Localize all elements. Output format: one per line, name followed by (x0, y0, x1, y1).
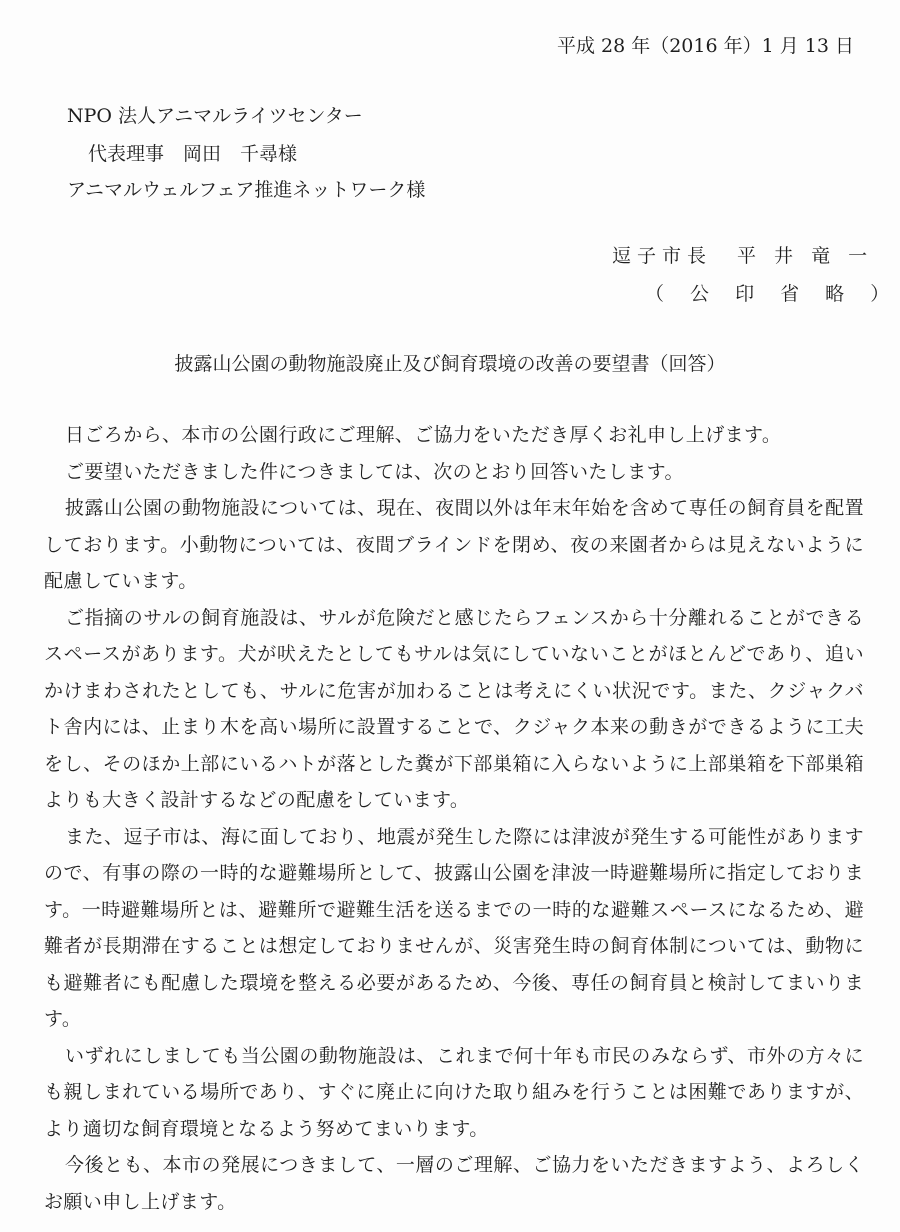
body-paragraph-intro: ご要望いただきました件につきましては、次のとおり回答いたします。 (65, 460, 684, 483)
letter-body (44, 417, 864, 1220)
sender-name: 逗子市長 平 井 竜 一 (612, 245, 874, 267)
body-paragraph-closing: 今後とも、本市の発展につきまして、一層のご理解、ご協力をいただきますよう、よろしくお願い申し上げます。 (44, 1154, 864, 1213)
letter-date: 平成 28 年（2016 年）1 月 13 日 (556, 35, 854, 57)
body-paragraph-conclusion: いずれにしましても当公園の動物施設は、これまで何十年も市民のみならず、市外の方々にも親しまれている場所であり、すぐに廃止に向けた取り組みを行うことは困難でありますが、より適切な飼育環境となるよう努めてまいります。 (44, 1044, 864, 1140)
recipient-representative: 代表理事 岡田 千尋様 (88, 143, 298, 165)
body-paragraph-greeting: 日ごろから、本市の公園行政にご理解、ご協力をいただき厚くお礼申し上げます。 (65, 424, 782, 446)
recipient-network: アニマルウェルフェア推進ネットワーク様 (67, 179, 426, 201)
body-paragraph-monkey-peacock: ご指摘のサルの飼育施設は、サルが危険だと感じたらフェンスから十分離れることができるスペースがあります。犬が吠えたとしてもサルは気にしていないことがほとんどであり、追いかけまわされたとしても、サルに危害が加わることは考えにくい状況です。また、クジャクバト舎内には、止まり木を高い場所に設置することで、クジャク本来の動きができるように工夫をし、そのほか上部にいるハトが落とした糞が下部巣箱に入らないように上部巣箱を下部巣箱よりも大きく設計するなどの配慮をしています。 (44, 606, 864, 811)
seal-omitted-note: （ 公 印 省 略 ） (645, 283, 900, 305)
recipient-organization: NPO 法人アニマルライツセンター (67, 105, 363, 127)
body-paragraph-facility: 披露山公園の動物施設については、現在、夜間以外は年末年始を含めて専任の飼育員を配置しております。小動物については、夜間ブラインドを閉め、夜の来園者からは見えないように配慮しています。 (44, 497, 864, 592)
document-title: 披露山公園の動物施設廃止及び飼育環境の改善の要望書（回答） (174, 353, 726, 375)
body-paragraph-evacuation: また、逗子市は、海に面しており、地震が発生した際には津波が発生する可能性がありますので、有事の際の一時的な避難場所として、披露山公園を津波一時避難場所に指定しております。一時避難場所とは、避難所で避難生活を送るまでの一時的な避難スペースになるため、避難者が長期滞在することは想定しておりませんが、災害発生時の飼育体制については、動物にも避難者にも配慮した環境を整える必要があるため、今後、専任の飼育員と検討してまいります。 (44, 825, 864, 1030)
